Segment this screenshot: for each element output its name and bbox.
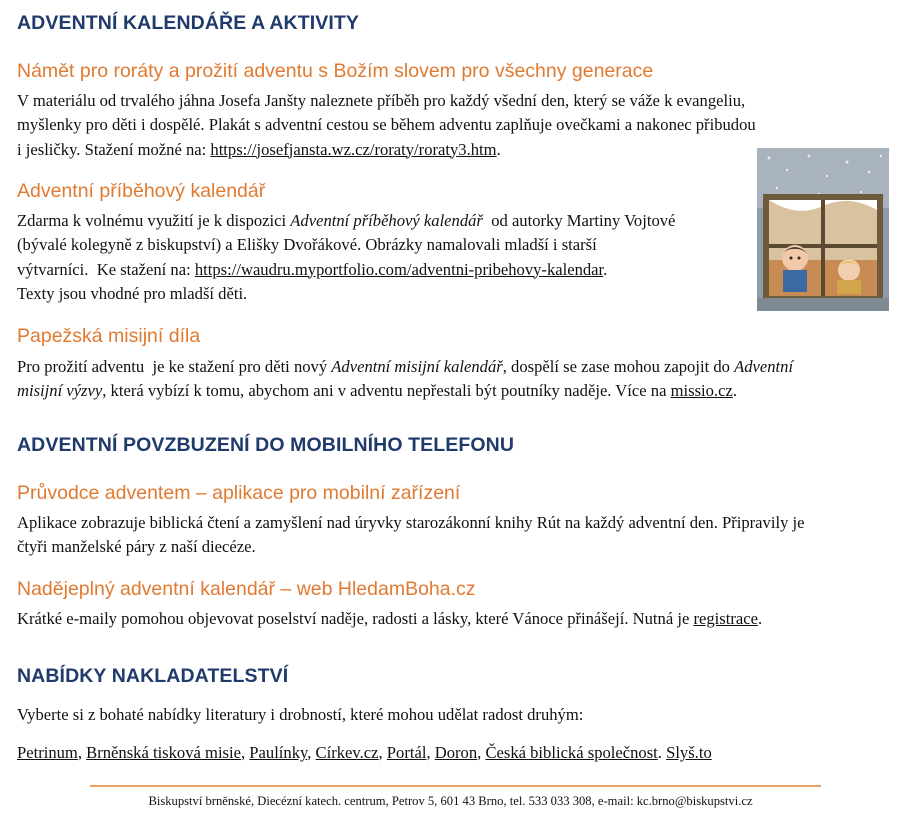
publisher-link-petrinum[interactable]: Petrinum [17,743,78,762]
section-heading-mobile: ADVENTNÍ POVZBUZENÍ DO MOBILNÍHO TELEFONU [17,434,515,456]
registration-link[interactable]: registrace [693,609,758,628]
web-paragraph: Krátké e-maily pomohou objevovat poselství naděje, radosti a lásky, které Vánoce přinášejí. Nutná je registrace. [17,609,763,628]
app-paragraph: Aplikace zobrazuje biblická čtení a zamyšlení nad úryvky starozákonní knihy Rút na každý adventní den. Připravily je čtyři manželské páry z naší diecéze. [17,513,805,557]
publisher-link-cbs[interactable]: Česká biblická společnost [485,743,658,762]
subheading-story-calendar: Adventní příběhový kalendář [17,180,266,202]
rorate-line-2: myšlenky pro děti i dospělé. Plakát s adventní cestou se během adventu zaplňuje ovečkami a nakonec přibudou [17,115,756,135]
footer-divider [90,785,821,787]
story-calendar-title-italic: Adventní příběhový kalendář [290,211,483,230]
rorate-paragraph: V materiálu od trvalého jáhna Josefa Janšty naleznete příběh pro každý všední den, který se váže k evangeliu, myšlenky pro děti i dospělé. Plakát s adventní cestou se během adventu zaplňuje ovečkami a nakonec přibudou i jesličky. Stažení možné na: https://josefjansta.wz.cz/roraty/roraty3.htm. [17,91,756,159]
story-calendar-download-link[interactable]: https://waudru.myportfolio.com/adventni-pribehovy-kalendar [194,259,604,279]
children-at-window-illustration [757,148,889,311]
rorate-line-3: i jesličky. Stažení možné na: [17,139,211,159]
rorate-download-link[interactable]: https://josefjansta.wz.cz/roraty/roraty3.htm [210,139,497,159]
rorate-line-1: V materiálu od trvalého jáhna Josefa Janšty naleznete příběh pro každý všední den, který se váže k evangeliu, [17,91,746,110]
footer-contact: Biskupství brněnské, Diecézní katech. centrum, Petrov 5, 601 43 Brno, tel. 533 033 308, e-mail: kc.brno@biskupstvi.cz [148,794,753,808]
story-calendar-paragraph: Zdarma k volnému využití je k dispozici Adventní příběhový kalendář od autorky Martiny Vojtové (bývalé kolegyně z biskupství) a Elišky Dvořákové. Obrázky namalovali mladší i starší výtvarníci. Ke stažení na: https://waudru.myportfolio.com/adventni-pribehovy-kalendar. Texty jsou vhodné pro mladší děti. [17,211,676,303]
section-heading-activities: ADVENTNÍ KALENDÁŘE A AKTIVITY [17,12,359,34]
publisher-links: Petrinum, Brněnská tisková misie, Paulínky, Církev.cz, Portál, Doron, Česká biblická společnost. Slyš.to [17,743,712,762]
subheading-web: Nadějeplný adventní kalendář – web HledamBoha.cz [17,578,476,600]
publisher-link-btm[interactable]: Brněnská tisková misie [86,743,241,762]
missions-paragraph: Pro prožití adventu je ke stažení pro děti nový Adventní misijní kalendář, dospělí se zase mohou zapojit do Adventní misijní výzvy, která vybízí k tomu, abychom ani v adventu nepřestali být poutníky naděje. Více na missio.cz. [17,357,794,401]
publisher-link-portal[interactable]: Portál [386,743,427,762]
missio-link[interactable]: missio.cz [670,381,733,401]
subheading-missions: Papežská misijní díla [17,325,201,347]
subheading-app: Průvodce adventem – aplikace pro mobilní zařízení [17,482,461,504]
publisher-link-cirkev[interactable]: Církev.cz [315,743,379,762]
publisher-link-doron[interactable]: Doron [434,743,478,762]
publisher-link-paulinky[interactable]: Paulínky [249,743,308,762]
section-heading-publishers: NABÍDKY NAKLADATELSTVÍ [17,665,289,687]
subheading-rorate: Námět pro roráty a prožití adventu s Božím slovem pro všechny generace [17,60,654,82]
publisher-link-slysto[interactable]: Slyš.to [666,743,712,762]
publishers-intro: Vyberte si z bohaté nabídky literatury i drobností, které mohou udělat radost druhým: [17,705,584,724]
